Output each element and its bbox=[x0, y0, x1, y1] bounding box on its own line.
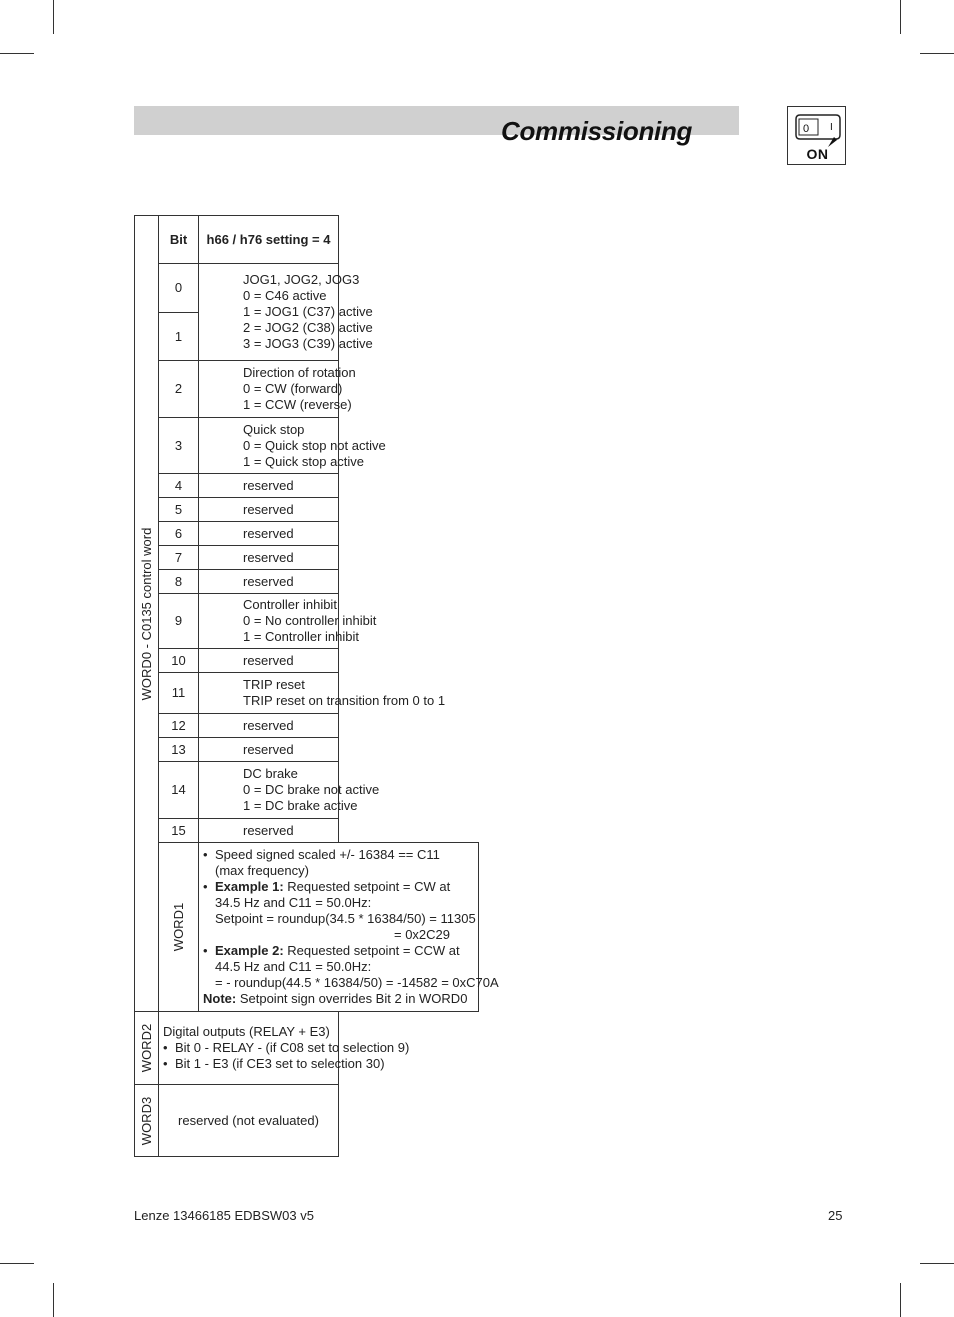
table-row bbox=[135, 418, 479, 474]
switch-on-label: ON bbox=[806, 146, 829, 162]
bit-number: 0 bbox=[159, 264, 199, 313]
desc-line: Controller inhibit bbox=[243, 597, 337, 612]
speed-line: (max frequency) bbox=[215, 863, 309, 878]
crop-mark bbox=[53, 1283, 54, 1317]
crop-mark bbox=[900, 0, 901, 34]
example1-line: Setpoint = roundup(34.5 * 16384/50) = 11305 bbox=[215, 911, 476, 926]
table-row bbox=[135, 762, 479, 819]
power-switch-icon bbox=[787, 106, 846, 165]
bullet: • bbox=[163, 1056, 168, 1071]
word1-cell bbox=[159, 843, 199, 1012]
bit-description bbox=[199, 762, 380, 819]
bit-number: 3 bbox=[159, 418, 199, 474]
word1-description bbox=[199, 843, 499, 1012]
bit-number: 10 bbox=[159, 649, 199, 673]
word2-line: Digital outputs (RELAY + E3) bbox=[163, 1024, 330, 1039]
footer-document-id: Lenze 13466185 EDBSW03 v5 bbox=[134, 1208, 314, 1223]
word2-row bbox=[135, 1012, 479, 1085]
bit-description: reserved bbox=[199, 570, 339, 594]
switch-on-text: I bbox=[830, 122, 833, 133]
crop-mark bbox=[900, 1283, 901, 1317]
example2-text: Requested setpoint = CCW at bbox=[283, 943, 460, 958]
bit-number: 14 bbox=[159, 762, 199, 819]
table-row bbox=[135, 673, 479, 714]
switch-off-text: 0 bbox=[803, 123, 810, 135]
bit-description: reserved bbox=[199, 819, 339, 843]
word3-description: reserved (not evaluated) bbox=[159, 1085, 339, 1157]
bullet: • bbox=[203, 943, 208, 958]
example2-line: = - roundup(44.5 * 16384/50) = -14582 = 0xC70A bbox=[215, 975, 499, 990]
crop-mark bbox=[53, 0, 54, 34]
bit-header: Bit bbox=[159, 216, 199, 264]
table-row bbox=[135, 594, 479, 649]
bit-description: reserved bbox=[199, 546, 339, 570]
table-row bbox=[135, 361, 479, 418]
table-row bbox=[135, 649, 479, 673]
desc-line: 1 = DC brake active bbox=[243, 798, 358, 813]
jog-line: JOG1, JOG2, JOG3 bbox=[243, 272, 360, 287]
jog-line: 3 = JOG3 (C39) active bbox=[243, 336, 373, 351]
example1-label: Example 1: bbox=[215, 879, 284, 894]
word3-cell bbox=[135, 1085, 159, 1157]
desc-line: 1 = Quick stop active bbox=[243, 453, 365, 469]
word2-line: Bit 0 - RELAY - (if C08 set to selection 9) bbox=[175, 1040, 410, 1055]
note-text: Setpoint sign overrides Bit 2 in WORD0 bbox=[236, 991, 468, 1006]
bit-number: 13 bbox=[159, 738, 199, 762]
example1-line: = 0x2C29 bbox=[393, 927, 450, 942]
jog-line: 1 = JOG1 (C37) active bbox=[243, 304, 373, 319]
word1-label: WORD1 bbox=[170, 902, 186, 952]
jog-line: 0 = C46 active bbox=[243, 288, 327, 303]
bit-number: 7 bbox=[159, 546, 199, 570]
table-row bbox=[135, 570, 479, 594]
word0-cell bbox=[135, 216, 159, 1012]
table-row bbox=[135, 714, 479, 738]
table-row bbox=[135, 522, 479, 546]
crop-mark bbox=[920, 53, 954, 54]
bit-description bbox=[199, 673, 446, 714]
word1-row bbox=[135, 843, 479, 1012]
bit-description bbox=[199, 418, 386, 474]
desc-line: 0 = No controller inhibit bbox=[243, 613, 377, 628]
jog-description bbox=[199, 264, 373, 361]
jog-line: 2 = JOG2 (C38) active bbox=[243, 320, 373, 335]
control-word-table bbox=[134, 215, 499, 1157]
word3-label: WORD3 bbox=[138, 1096, 154, 1145]
desc-line: DC brake bbox=[243, 766, 298, 781]
bit-description: reserved bbox=[199, 714, 339, 738]
example1-line: 34.5 Hz and C11 = 50.0Hz: bbox=[215, 895, 372, 910]
bit-number: 12 bbox=[159, 714, 199, 738]
desc-line: 0 = DC brake not active bbox=[243, 782, 380, 797]
table-row bbox=[135, 264, 479, 313]
desc-line: Direction of rotation bbox=[243, 365, 356, 380]
bit-description: reserved bbox=[199, 498, 339, 522]
desc-line: 0 = CW (forward) bbox=[243, 381, 343, 396]
desc-line: TRIP reset bbox=[243, 677, 305, 692]
desc-line: 0 = Quick stop not active bbox=[243, 437, 386, 453]
page-number: 25 bbox=[828, 1208, 843, 1223]
bit-number: 4 bbox=[159, 474, 199, 498]
crop-mark bbox=[0, 1263, 34, 1264]
table-row bbox=[135, 738, 479, 762]
bit-number: 8 bbox=[159, 570, 199, 594]
desc-line: Quick stop bbox=[243, 421, 305, 437]
page-title: Commissioning bbox=[501, 116, 693, 146]
example1-text: Requested setpoint = CW at bbox=[283, 879, 451, 894]
bit-number: 2 bbox=[159, 361, 199, 418]
bit-description: reserved bbox=[199, 738, 339, 762]
bit-number: 5 bbox=[159, 498, 199, 522]
table-row bbox=[135, 474, 479, 498]
bit-number: 15 bbox=[159, 819, 199, 843]
example2-line: 44.5 Hz and C11 = 50.0Hz: bbox=[215, 959, 372, 974]
bit-description bbox=[199, 594, 377, 649]
bit-number: 1 bbox=[159, 313, 199, 361]
word2-cell bbox=[135, 1012, 159, 1085]
word2-line: Bit 1 - E3 (if CE3 set to selection 30) bbox=[175, 1056, 385, 1071]
table-row bbox=[135, 498, 479, 522]
crop-mark bbox=[920, 1263, 954, 1264]
example2-label: Example 2: bbox=[215, 943, 284, 958]
bullet: • bbox=[163, 1040, 168, 1055]
bullet: • bbox=[203, 879, 208, 894]
word3-row bbox=[135, 1085, 479, 1157]
crop-mark bbox=[0, 53, 34, 54]
table-row bbox=[135, 546, 479, 570]
word2-description bbox=[159, 1012, 410, 1085]
desc-line: TRIP reset on transition from 0 to 1 bbox=[243, 693, 446, 708]
bit-description: reserved bbox=[199, 649, 339, 673]
bit-description: reserved bbox=[199, 474, 339, 498]
table-header-row bbox=[135, 216, 479, 264]
bit-description bbox=[199, 361, 356, 418]
desc-line: 1 = CCW (reverse) bbox=[243, 397, 352, 412]
speed-line: Speed signed scaled +/- 16384 == C11 bbox=[215, 847, 440, 862]
bit-number: 6 bbox=[159, 522, 199, 546]
bit-number: 9 bbox=[159, 594, 199, 649]
table-row bbox=[135, 819, 479, 843]
word0-label: WORD0 - C0135 control word bbox=[138, 527, 154, 700]
note-label: Note: bbox=[203, 991, 237, 1006]
word2-label: WORD2 bbox=[138, 1023, 154, 1073]
setting-header: h66 / h76 setting = 4 bbox=[199, 216, 339, 264]
desc-line: 1 = Controller inhibit bbox=[243, 629, 359, 644]
bit-number: 11 bbox=[159, 673, 199, 714]
bit-description: reserved bbox=[199, 522, 339, 546]
bullet: • bbox=[203, 847, 208, 862]
